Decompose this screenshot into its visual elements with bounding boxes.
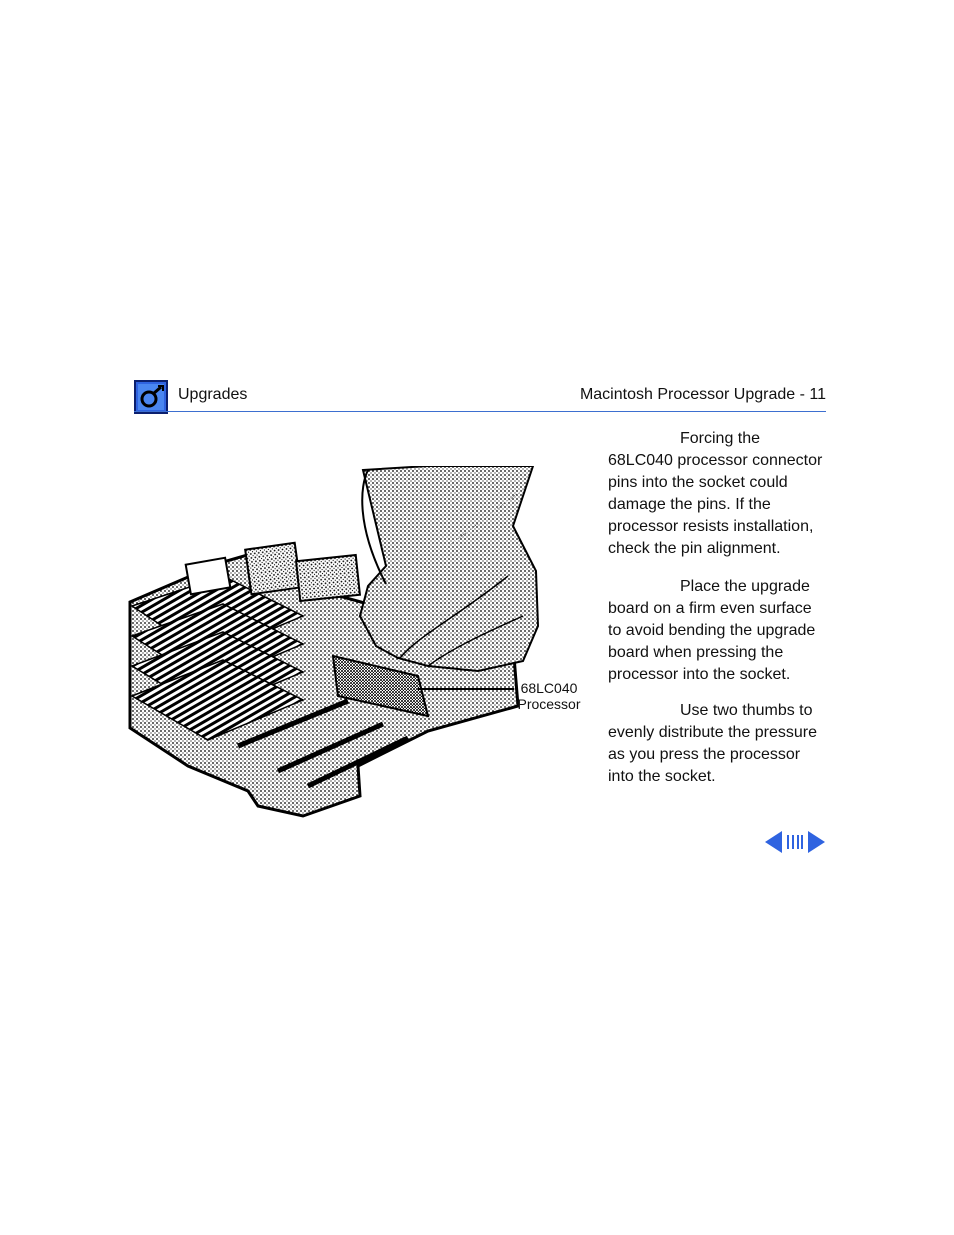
arrow-left-icon[interactable] <box>764 830 784 854</box>
processor-installation-illustration <box>128 466 588 822</box>
header-rule <box>134 411 826 412</box>
arrow-right-icon[interactable] <box>806 830 826 854</box>
section-title: Upgrades <box>178 386 248 403</box>
instruction-text <box>608 428 826 788</box>
page-title: Macintosh Processor Upgrade - 11 <box>579 386 826 403</box>
callout-line-1: 68LC040 <box>520 680 578 696</box>
page-index-icon[interactable] <box>786 834 804 850</box>
page-header <box>134 380 826 414</box>
page-navigation <box>764 830 826 854</box>
paragraph: Place the upgrade board on a firm even surface to avoid bending the upgrade board when pressing the processor into the socket. <box>608 578 816 683</box>
tool-icon <box>134 380 168 414</box>
paragraph: Forcing the 68LC040 processor connector pins into the socket could damage the pins. If the processor resists installation, check the pin alignment. <box>608 430 823 557</box>
processor-callout <box>512 680 586 712</box>
callout-line-2: Processor <box>517 696 581 712</box>
paragraph: Use two thumbs to evenly distribute the pressure as you press the processor into the socket. <box>608 702 817 785</box>
